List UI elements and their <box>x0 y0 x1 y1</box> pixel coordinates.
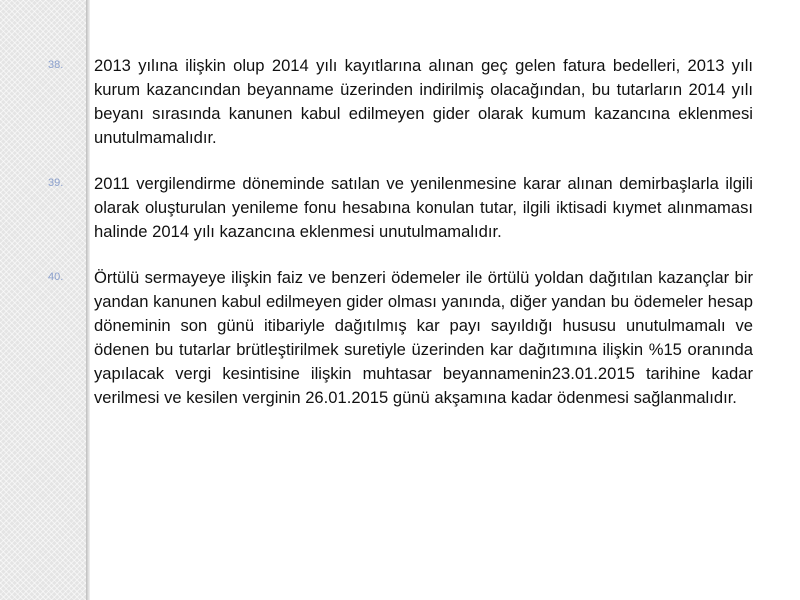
list-item <box>0 54 800 150</box>
list-item-number: 39. <box>48 177 64 189</box>
list-item <box>0 172 800 244</box>
list-item-text: 2011 vergilendirme döneminde satılan ve yenilenmesine karar alınan demirbaşlarla ilgili olarak oluşturulan yenileme fonu hesabına konulan tutar, ilgili iktisadi kıymet alınmaması halinde 2014 yılı kazancına eklenmesi unutulmamalıdır. <box>94 174 753 241</box>
list-item-text: 2013 yılına ilişkin olup 2014 yılı kayıtlarına alınan geç gelen fatura bedelleri, 2013 yılı kurum kazancından beyanname üzerinden indirilmiş olacağından, bu tutarların 2014 yılı beyanı sırasında kanunen kabul edilmeyen gider olarak kumum kazancına eklenmesi unutulmamalıdır. <box>94 56 753 147</box>
list-item-number: 38. <box>48 59 64 71</box>
list-item <box>0 266 800 410</box>
list-item-text: Örtülü sermayeye ilişkin faiz ve benzeri ödemeler ile örtülü yoldan dağıtılan kazançlar bir yandan kanunen kabul edilmeyen gider olması yanında, diğer yandan bu ödemeler hesap döneminin son günü itibariyle dağıtılmış kar payı sayıldığı hususu unutulmamalı ve ödenen bu tutarlar brütleştirilmek suretiyle üzerinden kar dağıtımına ilişkin %15 oranında yapılacak vergi kesintisine ilişkin muhtasar beyannamenin23.01.2015 tarihine kadar verilmesi ve kesilen verginin 26.01.2015 günü akşamına kadar ödenmesi sağlanmalıdır. <box>94 268 753 407</box>
slide-content <box>0 54 800 432</box>
list-item-number: 40. <box>48 271 64 283</box>
